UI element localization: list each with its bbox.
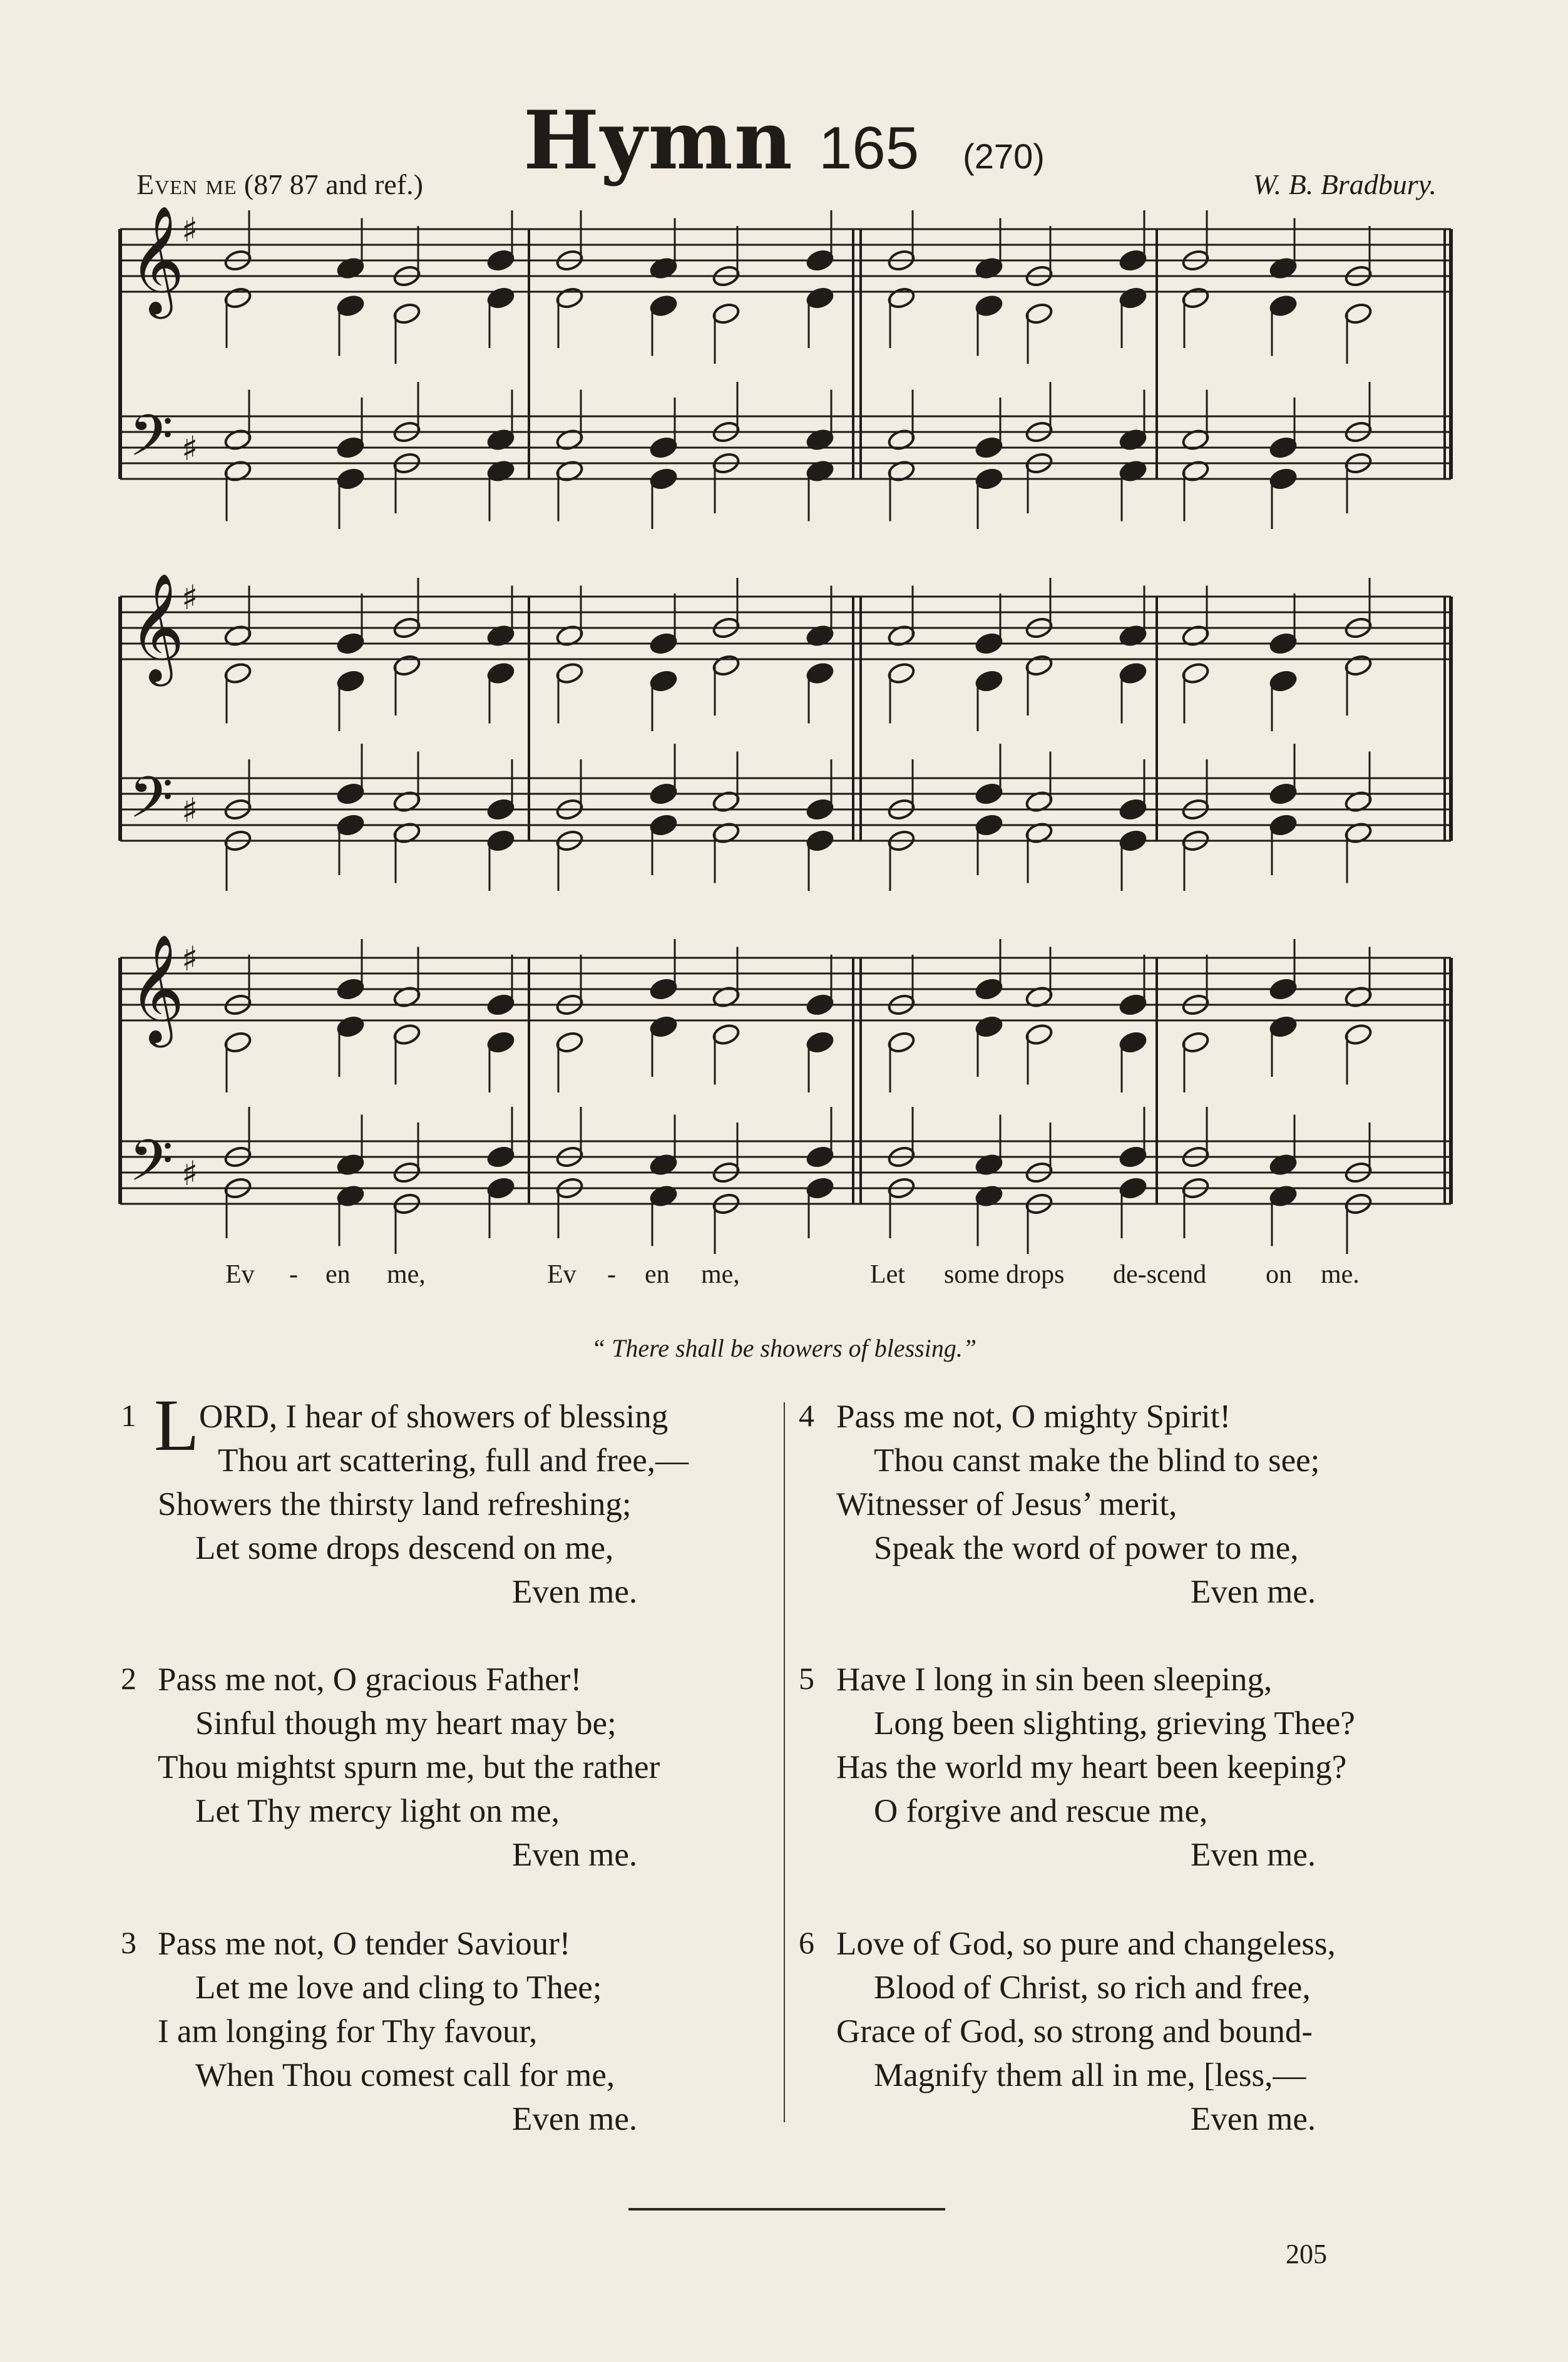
verse-line: Let Thy mercy light on me, — [195, 1793, 560, 1829]
verse-line: Love of God, so pure and changeless, — [836, 1926, 1336, 1962]
treble-note-head — [1119, 661, 1147, 685]
verse-line: Even me. — [1191, 2101, 1316, 2137]
treble-note-head — [392, 302, 421, 326]
verse-line: Pass me not, O tender Saviour! — [158, 1926, 571, 1962]
sharp-icon: ♯ — [182, 939, 198, 978]
lyric-syllable: Ev — [225, 1260, 255, 1289]
verse-line: ORD, I hear of showers of blessing — [199, 1399, 669, 1435]
lyric-syllable: me, — [701, 1260, 740, 1289]
treble-note-head — [392, 654, 421, 677]
treble-note-head — [975, 977, 1003, 1001]
treble-note-head — [1269, 632, 1298, 655]
treble-note-head — [1269, 977, 1298, 1001]
treble-note-head — [649, 669, 678, 693]
treble-note-head — [1025, 654, 1053, 677]
bass-note-head — [1119, 1176, 1147, 1200]
verse-line: Have I long in sin been sleeping, — [836, 1661, 1273, 1698]
verse-6 — [836, 1922, 1336, 2141]
bass-note-head — [336, 436, 365, 460]
bass-clef-icon: 𝄢 — [129, 764, 173, 845]
bass-note-head — [1269, 782, 1298, 806]
sharp-icon: ♯ — [182, 210, 198, 250]
treble-note-head — [1119, 286, 1147, 310]
verse-line: Even me. — [512, 1837, 638, 1873]
verse-line: Speak the word of power to me, — [874, 1530, 1299, 1566]
bass-note-head — [649, 436, 678, 460]
bass-note-head — [486, 1145, 515, 1169]
bass-note-head — [486, 798, 515, 821]
treble-note-head — [486, 249, 515, 272]
treble-note-head — [486, 993, 515, 1017]
bass-note-head — [806, 798, 834, 821]
page-number: 205 — [1286, 2239, 1327, 2269]
treble-note-head — [806, 249, 834, 272]
treble-note-head — [555, 661, 584, 685]
verse-number: 4 — [799, 1398, 814, 1433]
verse-line: Long been slighting, grieving Thee? — [874, 1705, 1355, 1742]
meter: (87 87 and ref.) — [243, 168, 423, 200]
verse-line: O forgive and rescue me, — [874, 1793, 1208, 1829]
composer: W. B. Bradbury. — [1253, 168, 1437, 200]
verse-line: Let me love and cling to Thee; — [195, 1969, 602, 2006]
treble-note-head — [649, 1015, 678, 1039]
bass-note-head — [975, 813, 1003, 837]
treble-note-head — [223, 661, 252, 685]
verse-1-cont — [158, 1439, 689, 1614]
bass-note-head — [975, 436, 1003, 460]
verse-line: Sinful though my heart may be; — [195, 1705, 617, 1742]
bass-clef-icon: 𝄢 — [129, 1127, 173, 1208]
treble-note-head — [712, 1022, 740, 1046]
treble-note-head — [1269, 669, 1298, 693]
treble-note-head — [649, 632, 678, 655]
sharp-icon: ♯ — [182, 1154, 198, 1193]
treble-note-head — [486, 1030, 515, 1054]
epigraph: “ There shall be showers of blessing.” — [591, 1334, 977, 1362]
verse-line: I am longing for Thy favour, — [158, 2013, 538, 2050]
treble-note-head — [975, 632, 1003, 655]
verse-number: 5 — [799, 1661, 814, 1696]
sharp-icon: ♯ — [182, 429, 198, 468]
verse-number: 3 — [121, 1925, 136, 1960]
verse-line: Even me. — [1191, 1837, 1316, 1873]
lyric-syllable: en — [645, 1260, 670, 1289]
bass-note-head — [486, 829, 515, 853]
bass-note-head — [486, 1176, 515, 1200]
lyric-syllable: some drops — [944, 1260, 1065, 1289]
treble-note-head — [1119, 1030, 1147, 1054]
treble-note-head — [1269, 294, 1298, 317]
treble-note-head — [336, 669, 365, 693]
treble-note-head — [1344, 1022, 1373, 1046]
treble-clef-icon: 𝄞 — [129, 205, 185, 314]
lyric-syllable: me, — [387, 1260, 426, 1289]
verse-number: 6 — [799, 1925, 814, 1960]
bass-note-head — [975, 467, 1003, 491]
treble-note-head — [555, 286, 584, 310]
bass-note-head — [975, 782, 1003, 806]
lyric-syllable: de-scend — [1113, 1260, 1207, 1289]
treble-note-head — [1344, 302, 1373, 326]
treble-note-head — [1181, 1030, 1210, 1054]
treble-note-head — [336, 1015, 365, 1039]
treble-note-head — [806, 1030, 834, 1054]
bass-note-head — [806, 1176, 834, 1200]
treble-note-head — [555, 1030, 584, 1054]
original-number: (270) — [963, 136, 1045, 176]
bass-clef-icon: 𝄢 — [129, 403, 173, 483]
verse-line: Pass me not, O mighty Spirit! — [836, 1399, 1231, 1435]
treble-note-head — [975, 669, 1003, 693]
treble-note-head — [806, 661, 834, 685]
treble-note-head — [1181, 661, 1210, 685]
treble-note-head — [887, 661, 916, 685]
verse-line: Grace of God, so strong and bound- — [836, 2013, 1313, 2050]
treble-note-head — [975, 294, 1003, 317]
verse-line: Pass me not, O gracious Father! — [158, 1661, 582, 1698]
treble-note-head — [1025, 302, 1053, 326]
treble-note-head — [712, 302, 740, 326]
bass-note-head — [806, 1145, 834, 1169]
verse-line: Thou mightst spurn me, but the rather — [158, 1749, 660, 1785]
verse-line: Blood of Christ, so rich and free, — [874, 1969, 1311, 2006]
bass-note-head — [806, 829, 834, 853]
treble-note-head — [336, 977, 365, 1001]
hymn-word: Hymn — [523, 94, 794, 188]
verse-line: Thou art scattering, full and free,— — [218, 1442, 689, 1479]
lyric-syllable: Ev — [547, 1260, 576, 1289]
bass-note-head — [336, 782, 365, 806]
treble-note-head — [887, 286, 916, 310]
treble-note-head — [486, 286, 515, 310]
verse-line: Showers the thirsty land refreshing; — [158, 1486, 632, 1522]
column-divider — [784, 1402, 785, 2122]
verse-3 — [158, 1922, 637, 2141]
bass-note-head — [1269, 436, 1298, 460]
verse-line: When Thou comest call for me, — [195, 2057, 615, 2093]
treble-note-head — [1344, 654, 1373, 677]
sharp-icon: ♯ — [182, 791, 198, 830]
treble-note-head — [1025, 1022, 1053, 1046]
treble-note-head — [806, 286, 834, 310]
verse-number: 2 — [121, 1661, 136, 1696]
treble-note-head — [486, 661, 515, 685]
treble-note-head — [1119, 249, 1147, 272]
verse-line: Thou canst make the blind to see; — [874, 1442, 1320, 1479]
verse-1 — [199, 1395, 668, 1439]
bass-note-head — [649, 813, 678, 837]
bass-note-head — [336, 467, 365, 491]
bass-note-head — [1119, 1145, 1147, 1169]
lyric-syllable: me. — [1321, 1260, 1360, 1289]
bass-note-head — [1119, 798, 1147, 821]
bass-note-head — [1119, 829, 1147, 853]
treble-note-head — [887, 1030, 916, 1054]
verse-line: Even me. — [512, 1574, 638, 1610]
bass-note-head — [1269, 813, 1298, 837]
bass-note-head — [336, 813, 365, 837]
treble-note-head — [1181, 286, 1210, 310]
verse-5 — [836, 1658, 1355, 1877]
verse-2 — [158, 1658, 660, 1877]
treble-clef-icon: 𝄞 — [129, 934, 185, 1043]
treble-note-head — [975, 1015, 1003, 1039]
treble-note-head — [712, 654, 740, 677]
treble-note-head — [336, 294, 365, 317]
lyric-syllable: en — [325, 1260, 351, 1289]
verse-line: Even me. — [1191, 1574, 1316, 1610]
bass-note-head — [649, 782, 678, 806]
verse-line: Has the world my heart been keeping? — [836, 1749, 1347, 1785]
bass-note-head — [649, 467, 678, 491]
verse-line: Let some drops descend on me, — [195, 1530, 614, 1566]
treble-note-head — [806, 993, 834, 1017]
lyric-syllable: - — [607, 1260, 616, 1289]
lyric-syllable: - — [289, 1260, 298, 1289]
treble-note-head — [649, 977, 678, 1001]
bottom-rule — [628, 2208, 945, 2211]
treble-note-head — [336, 632, 365, 655]
treble-note-head — [1119, 993, 1147, 1017]
treble-note-head — [223, 1030, 252, 1054]
treble-note-head — [223, 286, 252, 310]
hymn-number: 165 — [818, 115, 920, 182]
verse-4 — [836, 1395, 1319, 1614]
treble-note-head — [1269, 1015, 1298, 1039]
bass-note-head — [1269, 467, 1298, 491]
lyric-syllable: Let — [870, 1260, 905, 1289]
tune-name: Even me — [136, 168, 237, 200]
verse-line: Even me. — [512, 2101, 638, 2137]
treble-note-head — [392, 1022, 421, 1046]
treble-clef-icon: 𝄞 — [129, 573, 185, 682]
drop-cap: L — [154, 1384, 200, 1466]
verse-line: Witnesser of Jesus’ merit, — [836, 1486, 1177, 1522]
lyric-syllable: on — [1266, 1260, 1292, 1289]
treble-note-head — [649, 294, 678, 317]
verse-line: Magnify them all in me, [less,— — [874, 2057, 1306, 2093]
verse-number: 1 — [121, 1398, 136, 1433]
sharp-icon: ♯ — [182, 578, 198, 617]
